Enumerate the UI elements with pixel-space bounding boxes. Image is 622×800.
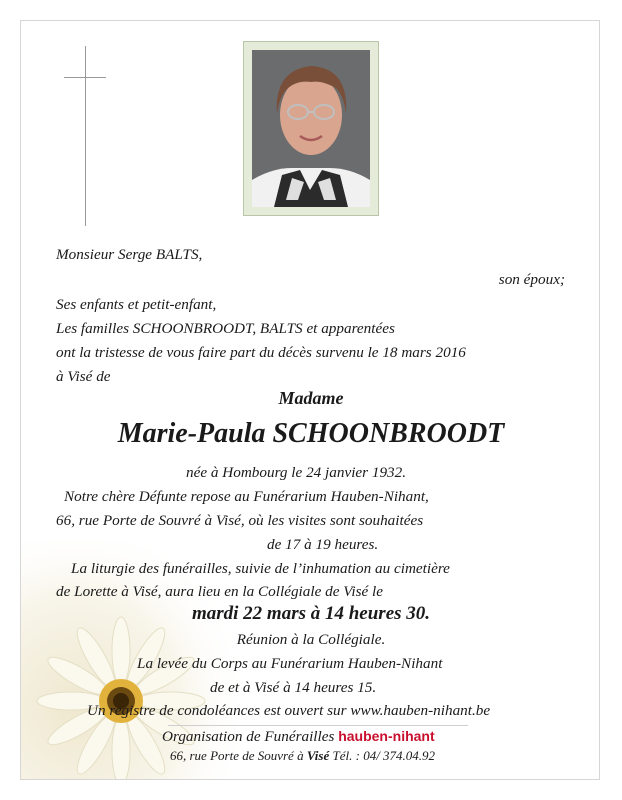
place-line: à Visé de <box>56 368 111 385</box>
organisation-label: Organisation de Funérailles <box>162 728 335 745</box>
sadness-line: ont la tristesse de vous faire part du décès survenu le 18 mars 2016 <box>56 344 466 361</box>
deceased-title: Madame <box>278 388 344 408</box>
address-street: 66, rue Porte de Souvré à <box>170 748 304 763</box>
organisation-line <box>162 728 435 746</box>
repose-line-2: 66, rue Porte de Souvré à Visé, où les visites sont souhaitées <box>56 512 424 529</box>
cross-icon-bar <box>64 77 106 78</box>
birth-line: née à Hombourg le 24 janvier 1932. <box>186 464 407 481</box>
repose-line-1: Notre chère Défunte repose au Funérarium Hauben-Nihant, <box>64 488 429 505</box>
portrait-photo <box>252 50 370 207</box>
register-line: Un registre de condoléances est ouvert sur www.hauben-nihant.be <box>87 702 491 719</box>
liturgy-line-2: de Lorette à Visé, aura lieu en la Collégiale de Visé le <box>56 583 384 600</box>
ceremony-date: mardi 22 mars à 14 heures 30. <box>191 603 431 624</box>
portrait-frame <box>243 41 379 216</box>
families-line: Les familles SCHOONBROODT, BALTS et apparentées <box>56 320 395 337</box>
liturgy-line-1: La liturgie des funérailles, suivie de l’inhumation au cimetière <box>71 560 450 577</box>
children-line: Ses enfants et petit-enfant, <box>56 296 217 313</box>
cross-icon <box>85 46 86 226</box>
levee-line-1: La levée du Corps au Funérarium Hauben-Nihant <box>137 655 443 672</box>
address-phone: Tél. : 04/ 374.04.92 <box>332 748 436 763</box>
address-line <box>170 748 435 764</box>
deceased-name: Marie-Paula SCHOONBROODT <box>117 418 505 449</box>
address-city: Visé <box>306 748 330 763</box>
footer-divider <box>168 725 468 726</box>
levee-line-2: de et à Visé à 14 heures 15. <box>210 679 377 696</box>
repose-line-3: de 17 à 19 heures. <box>267 536 379 553</box>
meeting-line: Réunion à la Collégiale. <box>236 631 386 648</box>
spouse-role: son époux; <box>498 271 565 288</box>
brand-logo: hauben-nihant <box>338 728 435 744</box>
spouse-line: Monsieur Serge BALTS, <box>56 246 203 263</box>
